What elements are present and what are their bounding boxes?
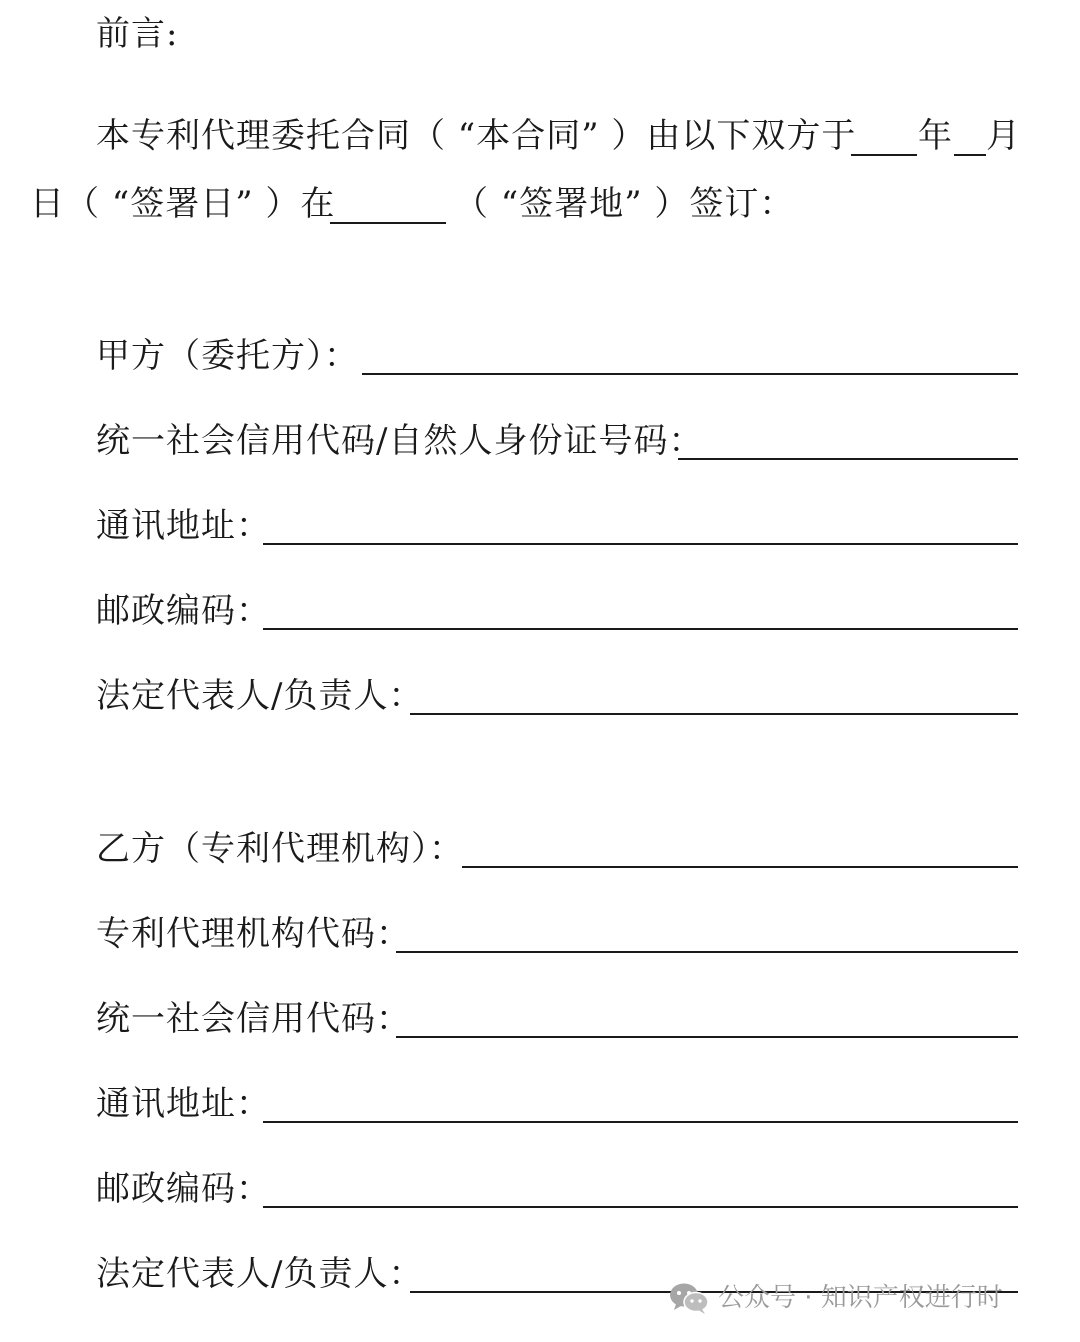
party-b-postcode-label: 邮政编码： bbox=[96, 1169, 271, 1209]
watermark-text: 公众号 · 知识产权进行时 bbox=[718, 1283, 1003, 1313]
party-b-representative-label: 法定代表人/负责人： bbox=[96, 1254, 424, 1294]
month-blank[interactable] bbox=[954, 154, 986, 156]
intro-text-line1: 本专利代理委托合同（ “本合同” ）由以下双方于 bbox=[96, 116, 857, 156]
party-a-postcode-field[interactable] bbox=[263, 628, 1018, 630]
party-a-address-field[interactable] bbox=[263, 543, 1018, 545]
party-b-agency-code-field[interactable] bbox=[396, 951, 1018, 953]
party-b-address-label: 通讯地址： bbox=[96, 1084, 271, 1124]
intro-text-line2-end: （ “签署地” ）签订： bbox=[454, 184, 795, 224]
party-a-representative-field[interactable] bbox=[410, 713, 1018, 715]
party-a-name-label: 甲方（委托方）： bbox=[96, 336, 359, 376]
intro-text-line2: 日（ “签署日” ）在 bbox=[30, 184, 336, 224]
party-b-postcode-field[interactable] bbox=[263, 1206, 1018, 1208]
party-a-representative-label: 法定代表人/负责人： bbox=[96, 676, 424, 716]
party-b-credit-code-label: 统一社会信用代码： bbox=[96, 999, 411, 1039]
party-b-address-field[interactable] bbox=[263, 1121, 1018, 1123]
party-b-credit-code-field[interactable] bbox=[396, 1036, 1018, 1038]
watermark bbox=[668, 1278, 1003, 1318]
party-b-name-field[interactable] bbox=[462, 866, 1018, 868]
preface-heading: 前言: bbox=[96, 14, 179, 54]
year-suffix: 年 bbox=[918, 116, 953, 156]
wechat-icon bbox=[668, 1281, 710, 1315]
party-b-agency-code-label: 专利代理机构代码： bbox=[96, 914, 411, 954]
year-blank[interactable] bbox=[851, 154, 917, 156]
signing-place-blank[interactable] bbox=[330, 222, 446, 224]
party-a-credit-id-label: 统一社会信用代码/自然人身份证号码： bbox=[96, 421, 704, 461]
party-a-address-label: 通讯地址： bbox=[96, 506, 271, 546]
party-a-credit-id-field[interactable] bbox=[678, 458, 1018, 460]
party-a-postcode-label: 邮政编码： bbox=[96, 591, 271, 631]
party-a-name-field[interactable] bbox=[362, 373, 1018, 375]
party-b-name-label: 乙方（专利代理机构）： bbox=[96, 829, 464, 869]
month-suffix: 月 bbox=[986, 116, 1021, 156]
